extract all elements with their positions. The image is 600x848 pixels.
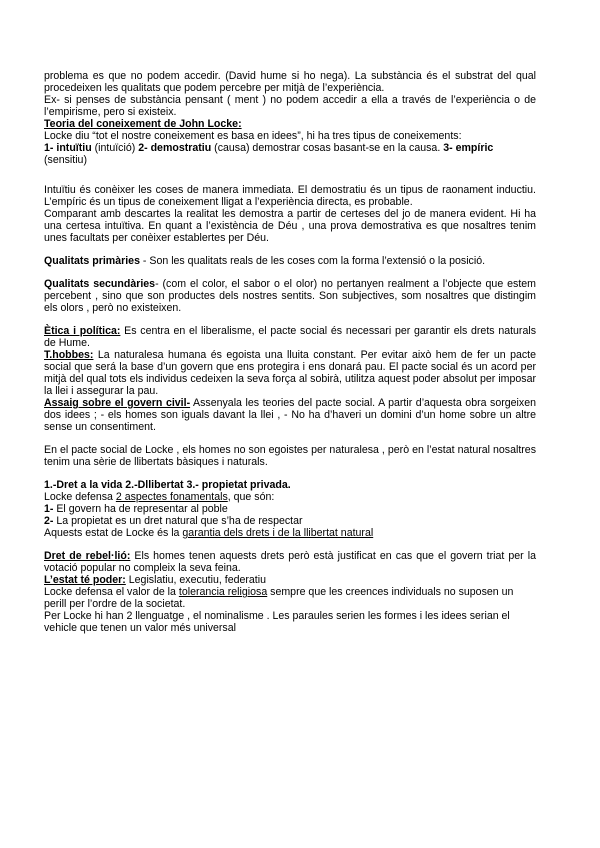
- k1-desc: (intuïció): [91, 142, 139, 154]
- defensa-post: , que són:: [227, 491, 275, 503]
- k2-desc: (causa) demostrar cosas basant-se en la causa.: [211, 142, 444, 154]
- poder-text: Legislatiu, executiu, federatiu: [125, 574, 266, 586]
- estat-pre: Aquests estat de Locke és la: [44, 527, 183, 539]
- k2-num: 2-: [138, 142, 151, 154]
- assaig-label: Assaig sobre el govern civil-: [44, 397, 191, 409]
- etica-text: Es centra en el liberalisme, el pacte social és necessari per garantir els drets naturals de Hume.: [44, 325, 537, 349]
- assaig-text: Assenyala les teories del pacte social. A partir d’aquesta obra sorgeixen dos idees ; - els homes son iguals davant la llei , - No ha d’haveri un domini d’un home sobre un altre sense un consentiment.: [44, 397, 536, 433]
- theory-title: Teoria del coneixement de John Locke:: [44, 118, 242, 130]
- rebelio-label: Dret de rebel·lió:: [44, 550, 131, 562]
- paragraph-tolerancia: [44, 586, 536, 610]
- estat-underlined: garantia dels drets i de la llibertat natural: [182, 527, 374, 539]
- tolerancia-pre: Locke defensa el valor de la: [44, 586, 179, 598]
- drets-title: [44, 479, 536, 491]
- paragraph-etica: [44, 325, 536, 349]
- tolerancia-post: sempre que les creences individuals no suposen un perill per l’ordre de la societat.: [44, 586, 514, 610]
- paragraph-substancia: problema es que no podem accedir. (David hume si ho nega). La substància és el substrat del qual procedeixen les qualitats que podem percebre per mitjà de l’experiència.: [44, 70, 536, 94]
- paragraph-assaig: [44, 397, 536, 433]
- k1-name: intuïtiu: [56, 142, 92, 154]
- etica-label: Ètica i política:: [44, 325, 121, 337]
- k1-num: 1-: [44, 142, 57, 154]
- aspecte-1: [44, 503, 536, 515]
- k2-name: demostratiu: [150, 142, 212, 154]
- defensa-line: [44, 491, 536, 503]
- qs-text: - (com el color, el sabor o el olor) no pertanyen realment a l’objecte que estem percebent , sino que son productes dels nostres sentits. Son subjectives, som nosaltres que distingim els olors , però no existeixen.: [44, 278, 536, 314]
- defensa-underlined: 2 aspectes fonamentals: [115, 491, 228, 503]
- asp2-text: La propietat es un dret natural que s’ha de respectar: [53, 515, 303, 527]
- section-title-teoria: [44, 118, 536, 130]
- paragraph-llenguatge: Per Locke hi han 2 llenguatge , el nominalisme . Les paraules serien les formes i les idees serian el vehicle que tenen un valor més universal: [44, 610, 510, 634]
- defensa-pre: Locke defensa: [44, 491, 116, 503]
- asp2-num: 2-: [44, 515, 54, 527]
- paragraph-poder: [44, 574, 536, 586]
- asp1-text: El govern ha de representar al poble: [53, 503, 228, 515]
- qp-label: Qualitats primàries: [44, 255, 140, 267]
- paragraph-rebelio: [44, 550, 536, 574]
- paragraph-comparant: Comparant amb descartes la realitat les demostra a partir de certeses del jo de manera evident. Hi ha una certesa intuïtiva. En quant a l’existència de Déu , una prova demostrativa es que nosaltres tenim unes facultats per conèixer establertes per Déu.: [44, 208, 536, 244]
- knowledge-types: [44, 142, 536, 166]
- paragraph-intuitiu: Intuïtiu és conèixer les coses de manera immediata. El demostratiu és un tipus de raonament inductiu. L’empíric és un tipus de coneixement lligat a l’experiència directa, es probable.: [44, 184, 536, 208]
- qs-label: Qualitats secundàries: [44, 278, 156, 290]
- paragraph-pacte-locke: En el pacte social de Locke , els homes no son egoistes per naturalesa , però en l’estat natural nosaltres tenim una sèrie de llibertats bàsiques i naturals.: [44, 444, 536, 468]
- aspecte-2: [44, 515, 536, 527]
- poder-label: L’estat té poder:: [44, 574, 126, 586]
- drets-title-text: 1.-Dret a la vida 2.-Dllibertat 3.- propietat privada.: [44, 479, 291, 491]
- theory-intro: Locke diu “tot el nostre coneixement es basa en idees”, hi ha tres tipus de coneixements:: [44, 130, 462, 142]
- asp1-num: 1-: [44, 503, 54, 515]
- paragraph-exemple: Ex- si penses de substància pensant ( ment ) no podem accedir a ella a través de l’experiència o de l’empirisme, pero si existeix.: [44, 94, 536, 118]
- k3-name: empíric: [455, 142, 494, 154]
- tolerancia-underlined: tolerancia religiosa: [178, 586, 268, 598]
- qp-text: - Son les qualitats reals de les coses com la forma l’extensió o la posició.: [139, 255, 486, 267]
- paragraph-qualitats-secundaries: [44, 278, 536, 314]
- document-body: [44, 70, 536, 634]
- k3-num: 3-: [443, 142, 456, 154]
- hobbes-label: T.hobbes:: [44, 349, 94, 361]
- estat-line: [44, 527, 536, 539]
- paragraph-qualitats-primaries: [44, 255, 536, 267]
- hobbes-text: La naturalesa humana és egoista una lluita constant. Per evitar això hem de fer un pacte social que será la base d’un govern que ens protegira i ens donará pau. El pacte social és un acord per mitjà del qual tots els individus cedeixen la seva força al sobirà, utilitza aquest poder absolut per imposar la llei i assegurar la pau.: [44, 349, 536, 397]
- rebelio-text: Els homes tenen aquests drets però està justificat en cas que el govern triat per la votació popular no compleix la seva feina.: [44, 550, 536, 574]
- paragraph-hobbes: [44, 349, 536, 397]
- k3-desc: (sensitiu): [44, 154, 87, 166]
